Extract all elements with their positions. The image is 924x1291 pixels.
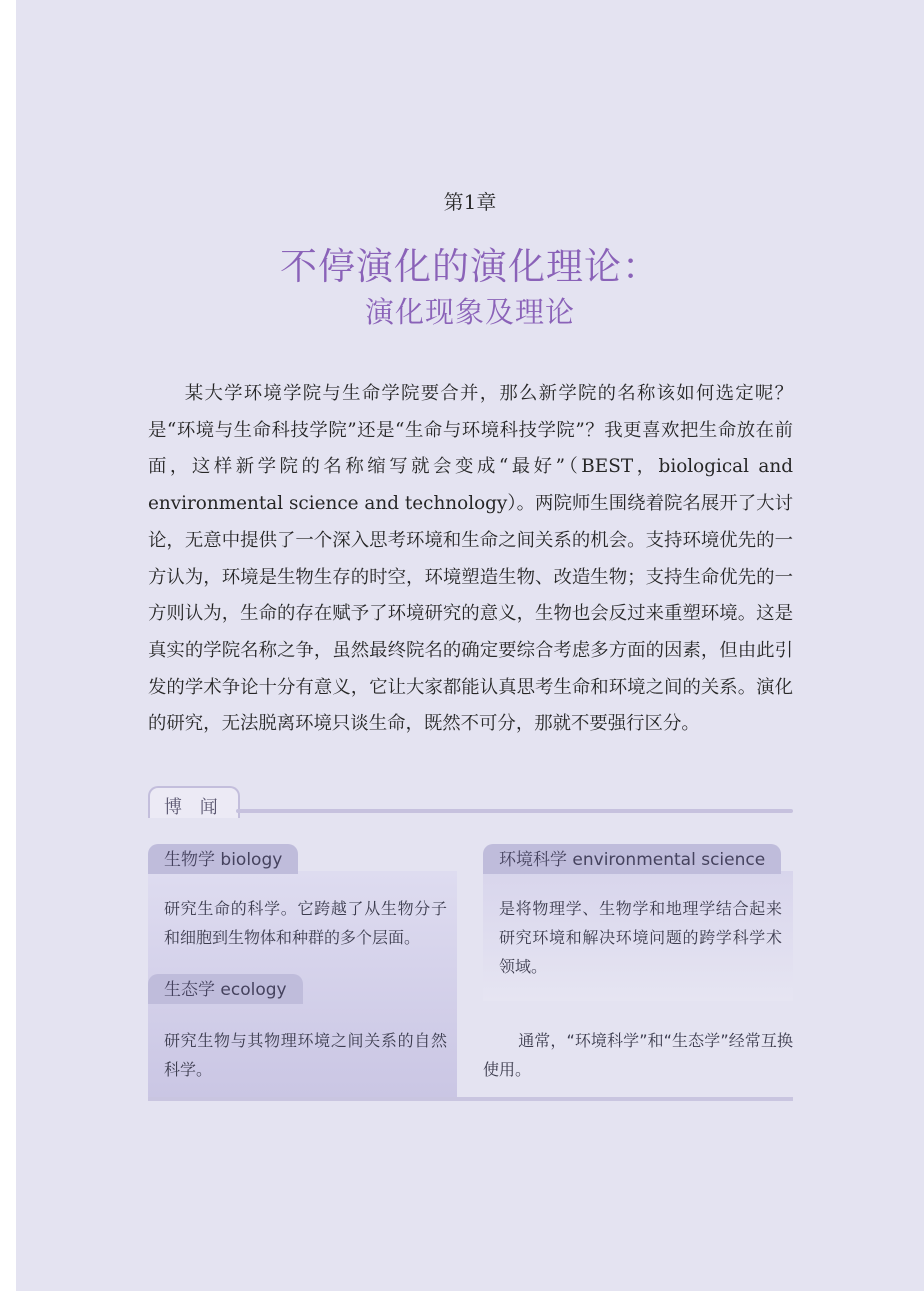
term-label-environmental-science: 环境科学 environmental science xyxy=(483,844,781,874)
chapter-number: 第1章 xyxy=(443,190,497,214)
sidebar-header-line xyxy=(236,809,793,813)
term-label-biology: 生物学 biology xyxy=(148,844,298,874)
chapter-subtitle: 演化现象及理论 xyxy=(364,295,575,329)
body-paragraph: 某大学环境学院与生命学院要合并，那么新学院的名称该如何选定呢？是“环境与生命科技学院”还是“生命与环境科技学院”？我更喜欢把生命放在前面，这样新学院的名称缩写就会变成“最好”（BEST，biological and environmental science and technology）。两院师生围绕着院名展开了大讨论，无意中提供了一个深入思考环境和生命之间关系的机会。支持环境优先的一方认为，环境是生物生存的时空，环境塑造生物、改造生物；支持生命优先的一方则认为，生命的存在赋予了环境研究的意义，生物也会反过来重塑环境。这是真实的学院名称之争，虽然最终院名的确定要综合考虑多方面的因素，但由此引发的学术争论十分有意义，它让大家都能认真思考生命和环境之间的关系。演化的研究，无法脱离环境只谈生命，既然不可分，那就不要强行区分。 xyxy=(148,383,793,735)
term-desc-environmental-science: 是将物理学、生物学和地理学结合起来研究环境和解决环境问题的跨学科学术领域。 xyxy=(499,899,782,976)
term-desc-biology: 研究生命的科学。它跨越了从生物分子和细胞到生物体和种群的多个层面。 xyxy=(164,899,447,947)
sidebar-tab-label: 博 闻 xyxy=(164,797,224,818)
sidebar-note: 通常，“环境科学”和“生态学”经常互换使用。 xyxy=(483,1031,793,1079)
chapter-title: 不停演化的演化理论： xyxy=(280,245,660,288)
book-page xyxy=(16,0,924,1291)
sidebar-box xyxy=(148,786,793,1106)
term-label-ecology: 生态学 ecology xyxy=(148,974,303,1004)
term-desc-ecology: 研究生物与其物理环境之间关系的自然科学。 xyxy=(164,1031,447,1079)
sidebar-bottom-line xyxy=(148,1097,793,1101)
sidebar-tab xyxy=(148,786,240,818)
